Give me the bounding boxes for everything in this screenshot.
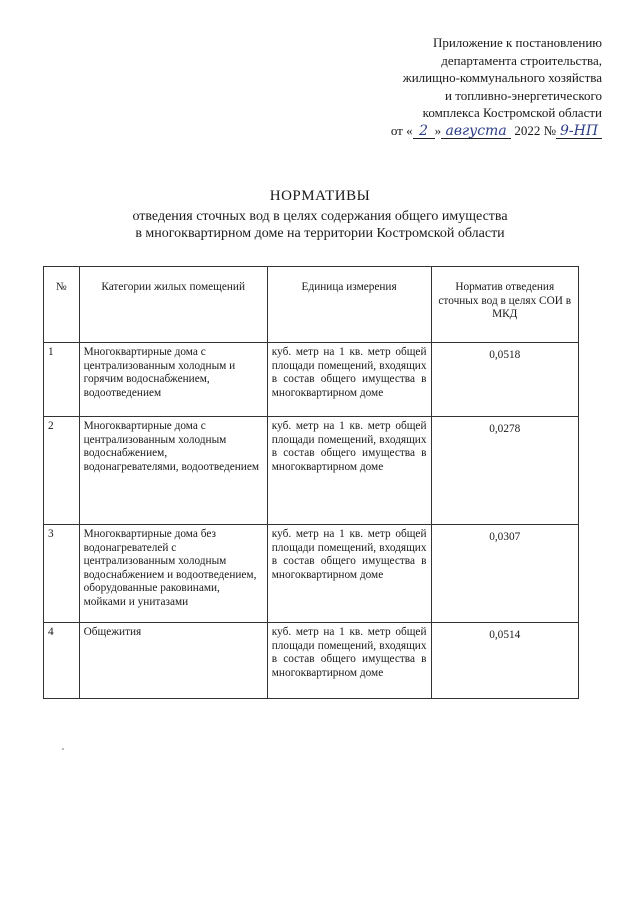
row-category: Многоквартирные дома с централизованным холодным водоснабжением, водонагревателями, водоотведением xyxy=(79,417,267,525)
date-month-handwritten: августа xyxy=(445,122,507,139)
table-row xyxy=(44,417,579,525)
row-norm-value: 0,0518 xyxy=(431,343,579,417)
approval-line: департамента строительства, xyxy=(441,52,602,68)
approval-block xyxy=(302,34,602,139)
approval-date-line xyxy=(302,122,602,140)
title-subline-2: в многоквартирном доме на территории Костромской области xyxy=(135,226,505,241)
date-month-field xyxy=(441,124,511,139)
approval-line: жилищно-коммунального хозяйства xyxy=(402,70,602,85)
approval-line: комплекса Костромской области xyxy=(422,105,602,120)
row-unit: куб. метр на 1 кв. метр общей площади помещений, входящих в состав общего имущества в многоквартирном доме xyxy=(267,623,431,699)
number-sign: № xyxy=(543,122,556,138)
row-category: Многоквартирные дома с централизованным холодным и горячим водоснабжением, водоотведением xyxy=(79,343,267,417)
norms-table xyxy=(43,266,579,699)
row-category: Многоквартирные дома без водонагревателей с централизованным холодным водоснабжением и водоотведением, оборудованные раковинами, мойками и унитазами xyxy=(79,525,267,623)
approval-line: Приложение к постановлению xyxy=(432,35,602,50)
header-number: № xyxy=(44,267,80,343)
doc-number-handwritten: 9-НП xyxy=(559,122,599,139)
date-prefix: от « xyxy=(390,122,413,138)
row-category: Общежития xyxy=(79,623,267,699)
row-unit: куб. метр на 1 кв. метр общей площади помещений, входящих в состав общего имущества в многоквартирном доме xyxy=(267,343,431,417)
document-title xyxy=(0,188,640,242)
title-heading: НОРМАТИВЫ xyxy=(269,188,371,204)
row-norm-value: 0,0278 xyxy=(431,417,579,525)
table-header-row xyxy=(44,267,579,343)
table-row xyxy=(44,343,579,417)
row-unit: куб. метр на 1 кв. метр общей площади помещений, входящих в состав общего имущества в многоквартирном доме xyxy=(267,525,431,623)
row-number: 3 xyxy=(44,525,80,623)
doc-number-field xyxy=(556,124,602,139)
row-unit: куб. метр на 1 кв. метр общей площади помещений, входящих в состав общего имущества в многоквартирном доме xyxy=(267,417,431,525)
row-number: 4 xyxy=(44,623,80,699)
row-number: 1 xyxy=(44,343,80,417)
date-day-field xyxy=(413,124,435,139)
table-row xyxy=(44,623,579,699)
header-norm: Норматив отведения сточных вод в целях СОИ в МКД xyxy=(431,267,579,343)
scan-speck xyxy=(62,748,64,750)
date-year: 2022 xyxy=(514,122,541,138)
table-row xyxy=(44,525,579,623)
row-norm-value: 0,0514 xyxy=(431,623,579,699)
approval-line: и топливно-энергетического xyxy=(445,87,602,103)
row-number: 2 xyxy=(44,417,80,525)
header-unit: Единица измерения xyxy=(267,267,431,343)
date-day-handwritten: 2 xyxy=(419,122,429,139)
header-category: Категории жилых помещений xyxy=(79,267,267,343)
row-norm-value: 0,0307 xyxy=(431,525,579,623)
title-subline-1: отведения сточных вод в целях содержания общего имущества xyxy=(132,209,508,224)
date-mid: » xyxy=(434,122,442,138)
